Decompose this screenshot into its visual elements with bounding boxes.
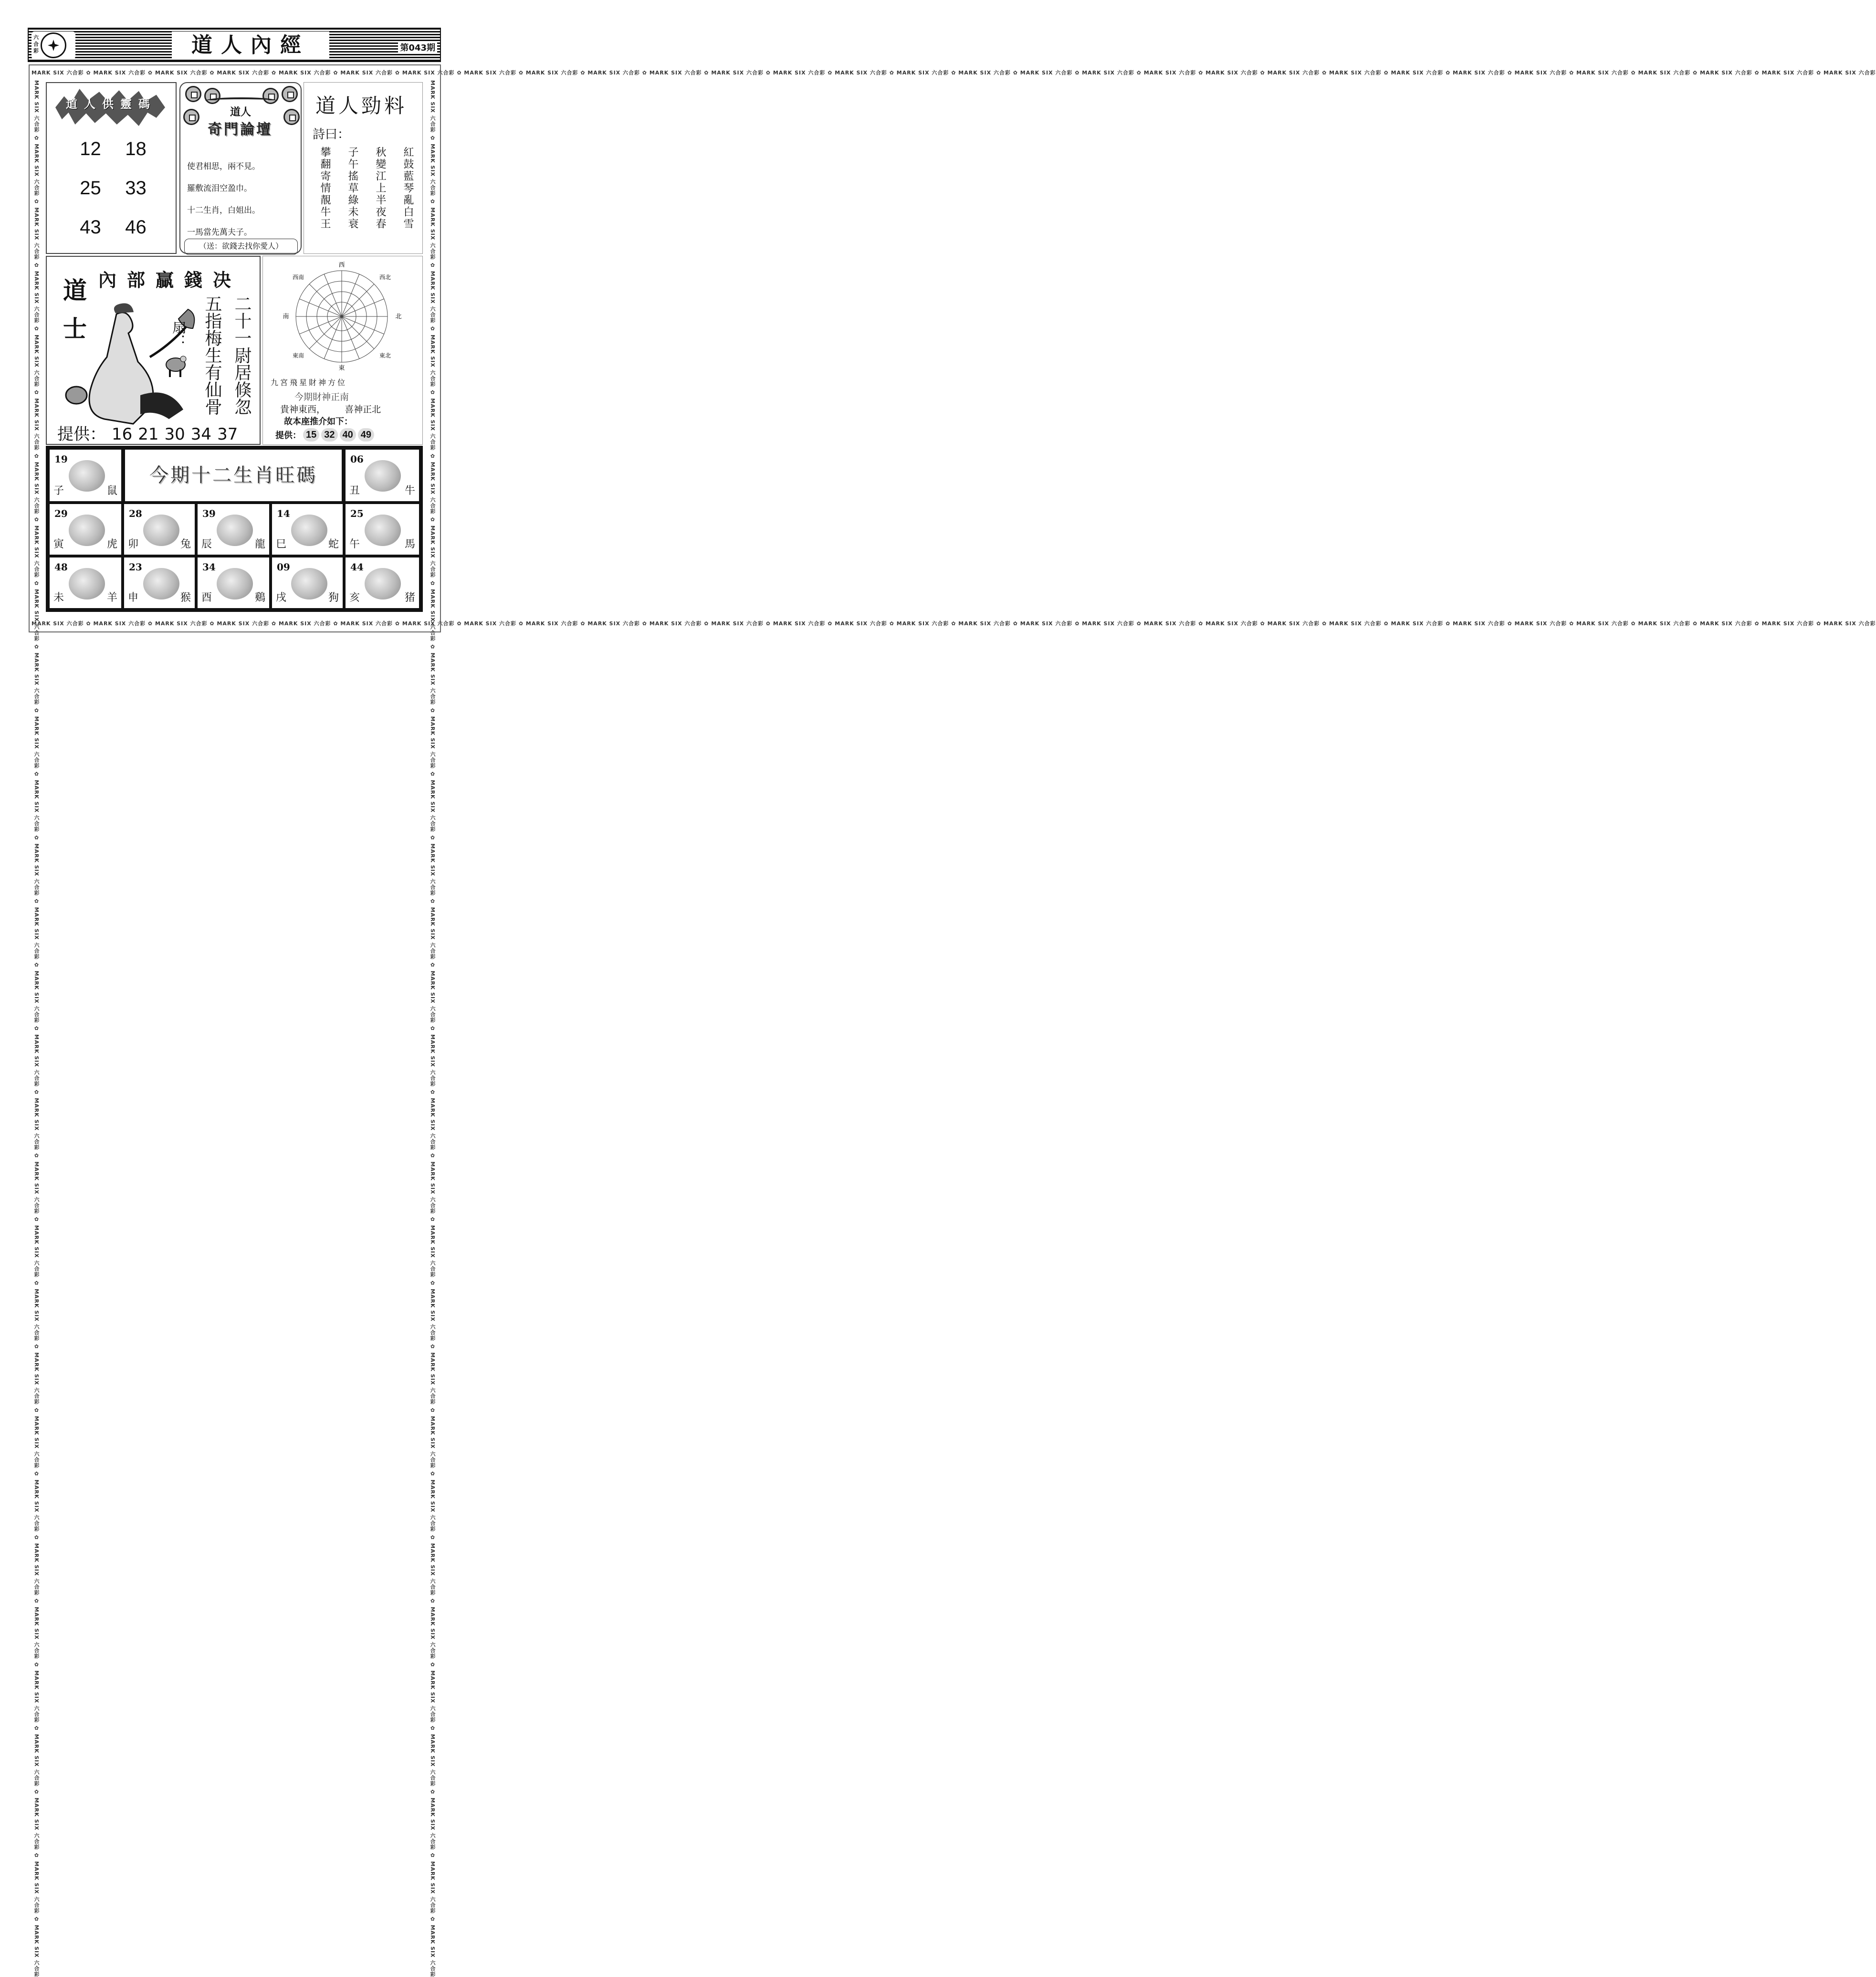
forum-panel: [179, 82, 302, 254]
zodiac-cell-monkey: [124, 557, 195, 608]
offer-number: 46: [125, 217, 147, 238]
sheep-icon: [164, 352, 188, 379]
give-number: 40: [340, 428, 356, 442]
poem-line: 一馬當先萬夫子。: [187, 228, 252, 237]
fengshui-noble: 貴神東西，: [280, 404, 326, 415]
give-number: 16: [112, 425, 133, 444]
secret-heading: 內部贏錢决: [98, 269, 242, 291]
zodiac-number: 39: [202, 508, 216, 519]
pig-icon: [365, 568, 401, 599]
zodiac-number: 44: [350, 561, 364, 573]
ox-icon: [365, 460, 401, 492]
zodiac-cell-pig: [346, 557, 419, 608]
zodiac-animal: 鼠: [106, 485, 117, 497]
side-title: 道士: [59, 278, 87, 354]
issue-number: 第043期: [398, 41, 437, 53]
tiger-icon: [69, 515, 105, 546]
coin-icon: [185, 86, 201, 102]
rooster-icon: [217, 568, 253, 599]
tips-title: 道人勁料: [315, 94, 408, 117]
zodiac-animal: 牛: [404, 485, 415, 497]
zodiac-branch: 巳: [276, 538, 287, 550]
fengshui-title: 九宮飛星財神方位: [271, 378, 347, 387]
offer-number: 25: [80, 178, 101, 199]
zodiac-animal: 龍: [254, 538, 265, 550]
zodiac-animal: 鷄: [254, 592, 265, 604]
fan-label: 扇：: [169, 320, 186, 348]
border-strip-bottom: MARK SIX 六合彩 ✿ MARK SIX 六合彩 ✿ MARK SIX 六合彩 ✿ MARK SIX 六合彩 ✿ MARK SIX 六合彩 ✿ MARK SIX 六合彩 ✿ MARK SIX 六合彩 ✿ MARK SIX 六合彩 ✿ MARK SIX 六合彩 ✿ MARK SIX 六合彩 ✿ MARK SIX 六合彩 ✿ MARK SIX 六合彩 ✿ MARK SIX 六合彩 ✿ MARK SIX 六合彩 ✿ MARK SIX 六合彩 ✿ MARK SIX 六合彩 ✿ MARK SIX 六合彩 ✿ MARK SIX 六合彩 ✿ MARK SIX 六合彩 ✿ MARK SIX 六合彩 ✿ MARK SIX 六合彩 ✿ MARK SIX 六合彩 ✿ MARK SIX 六合彩 ✿ MARK SIX 六合彩 ✿ MARK SIX 六合彩 ✿ MARK SIX 六合彩 ✿ MARK SIX 六合彩 ✿ MARK SIX 六合彩 ✿ MARK SIX 六合彩 ✿ MARK SIX 六合彩: [31, 620, 1876, 627]
zodiac-number: 29: [54, 508, 68, 519]
rat-icon: [69, 460, 105, 492]
poem-line: 使君相思，兩不見。: [187, 162, 260, 171]
give-number: 15: [303, 428, 319, 442]
give-label: 提供：: [275, 431, 301, 441]
bauhinia-emblem-icon: [41, 32, 66, 58]
zodiac-grid: [46, 446, 423, 612]
zodiac-animal: 虎: [106, 538, 117, 550]
snake-icon: [291, 515, 327, 546]
zodiac-branch: 亥: [349, 592, 360, 604]
zodiac-cell-dragon: [198, 504, 269, 555]
zodiac-branch: 丑: [349, 485, 360, 497]
zodiac-number: 34: [202, 561, 216, 573]
zodiac-cell-rat: [50, 450, 121, 501]
zodiac-branch: 辰: [201, 538, 212, 550]
zodiac-cell-snake: [272, 504, 343, 555]
vertical-poem: [318, 147, 414, 230]
compass-left: 南: [283, 313, 289, 320]
fengshui-panel: [262, 256, 423, 445]
zodiac-banner: 今期十二生肖旺碼: [125, 450, 342, 501]
border-strip-right: MARK SIX 六合彩 ✿ MARK SIX 六合彩 ✿ MARK SIX 六合彩 ✿ MARK SIX 六合彩 ✿ MARK SIX 六合彩 ✿ MARK SIX 六合彩 ✿ MARK SIX 六合彩 ✿ MARK SIX 六合彩 ✿ MARK SIX 六合彩 ✿ MARK SIX 六合彩 ✿ MARK SIX 六合彩 ✿ MARK SIX 六合彩 ✿ MARK SIX 六合彩 ✿ MARK SIX 六合彩 ✿ MARK SIX 六合彩 ✿ MARK SIX 六合彩 ✿ MARK SIX 六合彩 ✿ MARK SIX 六合彩 ✿ MARK SIX 六合彩 ✿ MARK SIX 六合彩 ✿ MARK SIX 六合彩 ✿ MARK SIX 六合彩 ✿ MARK SIX 六合彩 ✿ MARK SIX 六合彩 ✿ MARK SIX 六合彩 ✿ MARK SIX 六合彩 ✿ MARK SIX 六合彩 ✿ MARK SIX 六合彩 ✿ MARK SIX 六合彩 ✿ MARK SIX 六合彩: [430, 80, 436, 1977]
offer-number: 43: [80, 217, 101, 238]
dragon-icon: [217, 515, 253, 546]
give-number: 21: [138, 425, 159, 444]
offer-number: 33: [125, 178, 147, 199]
zodiac-branch: 寅: [53, 538, 64, 550]
zodiac-branch: 午: [349, 538, 360, 550]
compass-bottom-right: 東北: [379, 352, 391, 359]
zodiac-cell-rabbit: [124, 504, 195, 555]
compass-bottom-left: 東南: [292, 352, 304, 359]
zodiac-animal: 猴: [180, 592, 191, 604]
rabbit-icon: [143, 515, 179, 546]
secret-give-line: [57, 421, 238, 444]
zodiac-animal: 馬: [404, 538, 415, 550]
offer-number-grid: [68, 137, 158, 240]
border-strip-left: MARK SIX 六合彩 ✿ MARK SIX 六合彩 ✿ MARK SIX 六合彩 ✿ MARK SIX 六合彩 ✿ MARK SIX 六合彩 ✿ MARK SIX 六合彩 ✿ MARK SIX 六合彩 ✿ MARK SIX 六合彩 ✿ MARK SIX 六合彩 ✿ MARK SIX 六合彩 ✿ MARK SIX 六合彩 ✿ MARK SIX 六合彩 ✿ MARK SIX 六合彩 ✿ MARK SIX 六合彩 ✿ MARK SIX 六合彩 ✿ MARK SIX 六合彩 ✿ MARK SIX 六合彩 ✿ MARK SIX 六合彩 ✿ MARK SIX 六合彩 ✿ MARK SIX 六合彩 ✿ MARK SIX 六合彩 ✿ MARK SIX 六合彩 ✿ MARK SIX 六合彩 ✿ MARK SIX 六合彩 ✿ MARK SIX 六合彩 ✿ MARK SIX 六合彩 ✿ MARK SIX 六合彩 ✿ MARK SIX 六合彩 ✿ MARK SIX 六合彩 ✿ MARK SIX 六合彩: [33, 80, 40, 1977]
poem-column: 攀翻寄情靚牛王: [319, 147, 331, 230]
coin-icon: [282, 86, 298, 102]
page-title: 道人內經: [172, 32, 329, 59]
zodiac-branch: 戌: [276, 592, 287, 604]
zodiac-number: 23: [129, 561, 142, 573]
monkey-icon: [143, 568, 179, 599]
give-number: 37: [217, 425, 238, 444]
poem-line: 羅敷流泪空盈巾。: [187, 184, 252, 193]
zodiac-animal: 兔: [180, 538, 191, 550]
tips-panel: [304, 82, 423, 254]
zodiac-animal: 猪: [404, 592, 415, 604]
zodiac-branch: 酉: [201, 592, 212, 604]
fengshui-line: 今期財神正南: [294, 392, 349, 402]
zodiac-cell-tiger: [50, 504, 121, 555]
forum-small-title: 道人: [230, 106, 251, 118]
riddle-column: 五指梅生有仙骨: [202, 295, 222, 415]
give-label: 提供：: [57, 425, 106, 444]
zodiac-number: 48: [54, 561, 68, 573]
forum-note: （送：欲錢去找你愛人）: [184, 239, 298, 255]
give-number: 34: [190, 425, 212, 444]
compass-right: 北: [395, 313, 402, 320]
zodiac-animal: 狗: [328, 592, 339, 604]
ribbon-shape: [205, 97, 277, 104]
zodiac-number: 25: [350, 508, 364, 519]
zodiac-animal: 羊: [106, 592, 117, 604]
compass-top-left: 西南: [292, 274, 304, 281]
zodiac-number: 28: [129, 508, 142, 519]
zodiac-cell-horse: [346, 504, 419, 555]
zodiac-cell-ox: [346, 450, 419, 501]
poem-label: 詩曰：: [313, 127, 350, 142]
horse-icon: [365, 515, 401, 546]
poem-column: 秋變江上半夜春: [374, 147, 386, 230]
offer-heading: 道人供靈碼: [66, 97, 157, 111]
compass-top: 西: [338, 262, 345, 269]
zodiac-number: 19: [54, 453, 68, 465]
zodiac-branch: 未: [53, 592, 64, 604]
zodiac-number: 14: [277, 508, 290, 519]
offer-numbers-panel: [46, 82, 177, 254]
offer-number: 12: [80, 138, 101, 159]
give-number: 49: [358, 428, 374, 442]
zodiac-branch: 卯: [128, 538, 139, 550]
fengshui-joy: 喜神正北: [345, 404, 381, 415]
forum-poem: [187, 156, 296, 251]
zodiac-cell-dog: [272, 557, 343, 608]
compass-bottom: 東: [338, 365, 345, 372]
goat-icon: [69, 568, 105, 599]
poem-line: 十二生肖，白姐出。: [187, 206, 260, 215]
poem-column: 子午搖草綠未衰: [346, 147, 358, 230]
zodiac-number: 06: [350, 453, 364, 465]
zodiac-number: 09: [277, 561, 290, 573]
fengshui-give-line: [275, 428, 374, 442]
dog-icon: [291, 568, 327, 599]
zodiac-cell-goat: [50, 557, 121, 608]
secret-panel: [46, 256, 261, 445]
zodiac-animal: 蛇: [328, 538, 339, 550]
compass-top-right: 西北: [379, 274, 391, 281]
offer-number: 18: [125, 138, 147, 159]
fengshui-line: [280, 402, 381, 415]
give-number: 32: [321, 428, 337, 442]
zodiac-cell-rooster: [198, 557, 269, 608]
logo-side-text: 六合彩: [33, 34, 39, 54]
zodiac-branch: 申: [128, 592, 139, 604]
mark-six-logo: [31, 32, 75, 59]
forum-main-title: 奇門論壇: [208, 121, 272, 138]
poem-column: 紅鼓藍琴亂白雪: [402, 147, 414, 230]
riddle-column: 二十一尉居倏忽: [232, 295, 252, 415]
zodiac-branch: 子: [53, 485, 64, 497]
header-bar: [28, 28, 441, 62]
border-strip-top: MARK SIX 六合彩 ✿ MARK SIX 六合彩 ✿ MARK SIX 六合彩 ✿ MARK SIX 六合彩 ✿ MARK SIX 六合彩 ✿ MARK SIX 六合彩 ✿ MARK SIX 六合彩 ✿ MARK SIX 六合彩 ✿ MARK SIX 六合彩 ✿ MARK SIX 六合彩 ✿ MARK SIX 六合彩 ✿ MARK SIX 六合彩 ✿ MARK SIX 六合彩 ✿ MARK SIX 六合彩 ✿ MARK SIX 六合彩 ✿ MARK SIX 六合彩 ✿ MARK SIX 六合彩 ✿ MARK SIX 六合彩 ✿ MARK SIX 六合彩 ✿ MARK SIX 六合彩 ✿ MARK SIX 六合彩 ✿ MARK SIX 六合彩 ✿ MARK SIX 六合彩 ✿ MARK SIX 六合彩 ✿ MARK SIX 六合彩 ✿ MARK SIX 六合彩 ✿ MARK SIX 六合彩 ✿ MARK SIX 六合彩 ✿ MARK SIX 六合彩 ✿ MARK SIX 六合彩: [31, 70, 1876, 76]
fengshui-recommend: 故本座推介如下：: [284, 417, 353, 427]
give-number: 30: [164, 425, 185, 444]
nine-palace-wheel: [279, 260, 404, 371]
